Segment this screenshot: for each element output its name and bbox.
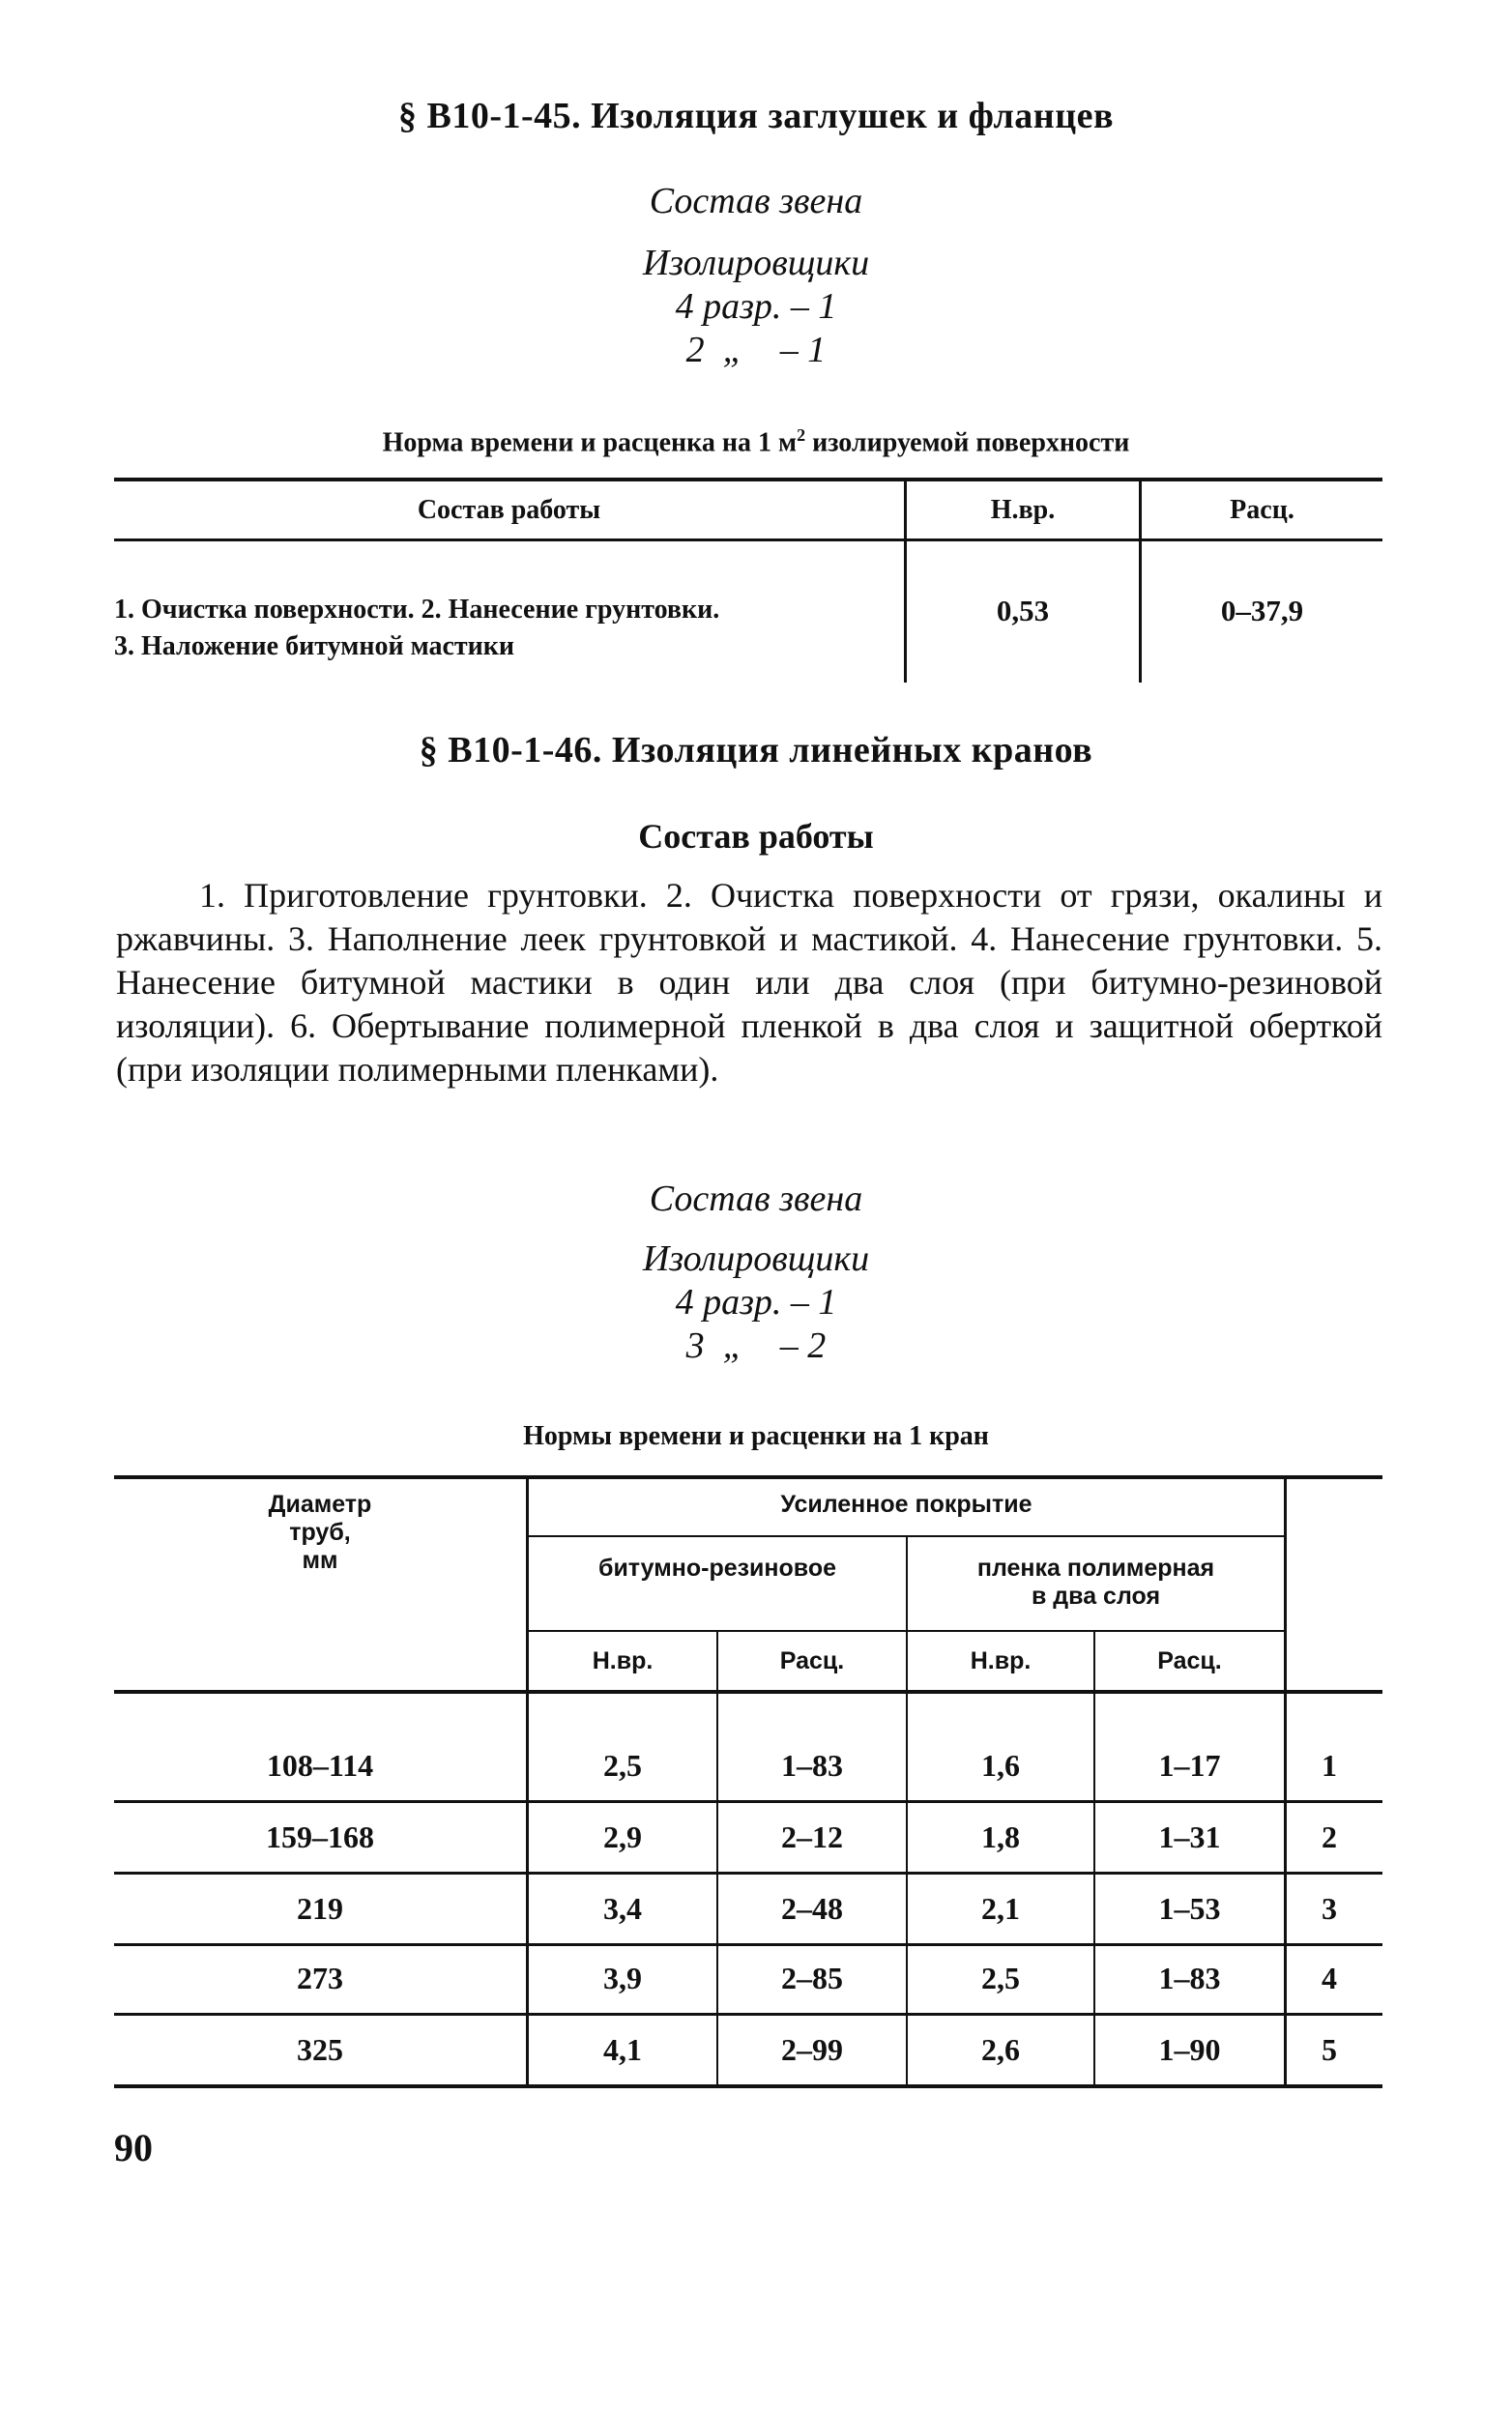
table-caption-1: Норма времени и расценка на 1 $м^2$ изолируемой поверхности — [382, 425, 1130, 458]
cell-time-film: 1,6 — [981, 1748, 1020, 1783]
header-bitumen-rubber: битумно-резиновое — [598, 1555, 836, 1582]
cell-diameter: 273 — [297, 1961, 343, 1995]
cell-time-bitumen: 3,9 — [603, 1961, 642, 1995]
header-work: Состав работы — [417, 495, 601, 525]
table-caption-2: Нормы времени и расценки на 1 кран — [523, 1421, 989, 1451]
header-price-2: Расц. — [1157, 1647, 1222, 1674]
crew-line: 2 „ – 1 — [685, 330, 827, 370]
work-description-paragraph: 1. Приготовление грунтовки. 2. Очистка поверхности от грязи, окалины и ржавчины. 3. Наполнение леек грунтовкой и мастикой. 4. Нанесение грунтовки. 5. Нанесение битумной мастики в один или два слоя (при битумно-резиновой изоляции). 6. Обертывание полимерной пленкой в два слоя и защитной оберткой (при изоляции полимерными пленками). — [116, 876, 1382, 1089]
work-description: 1. Очистка поверхности. 2. Нанесение грунтовки. 3. Наложение битумной мастики — [114, 595, 720, 661]
time-value: 0,53 — [996, 594, 1050, 627]
cell-time-bitumen: 2,5 — [603, 1748, 642, 1783]
section-title-b10-1-46: § В10-1-46. Изоляция линейных кранов — [419, 730, 1093, 771]
cell-diameter: 159–168 — [266, 1819, 374, 1854]
price-value: 0–37,9 — [1220, 594, 1304, 627]
crew-title: Состав звена — [649, 1178, 863, 1219]
header-time-2: Н.вр. — [970, 1647, 1032, 1674]
crew-role: Изолировщики — [642, 1238, 870, 1279]
cell-price-film: 1–17 — [1158, 1748, 1221, 1783]
cell-time-bitumen: 3,4 — [603, 1891, 642, 1926]
cell-price-film: 1–90 — [1158, 2032, 1221, 2067]
cell-price-bitumen: 2–12 — [781, 1819, 843, 1854]
header-diameter: Диаметр труб, мм — [268, 1491, 372, 1574]
header-time: Н.вр. — [990, 495, 1056, 525]
crew-line: 4 разр. – 1 — [675, 286, 837, 327]
cell-diameter: 108–114 — [266, 1748, 374, 1783]
header-price: Расц. — [1230, 495, 1294, 525]
cell-time-film: 1,8 — [981, 1819, 1020, 1854]
work-heading: Состав работы — [638, 817, 874, 856]
cell-price-bitumen: 2–48 — [781, 1891, 843, 1926]
cell-time-film: 2,5 — [981, 1961, 1020, 1995]
cell-price-bitumen: 2–99 — [781, 2032, 843, 2067]
page-number: 90 — [114, 2126, 153, 2169]
header-polymer-film: пленка полимерная в два слоя — [976, 1555, 1215, 1610]
cell-time-film: 2,1 — [981, 1891, 1020, 1926]
crew-list-2 — [0, 1237, 1512, 1368]
cell-time-film: 2,6 — [981, 2032, 1020, 2067]
cell-price-film: 1–31 — [1158, 1819, 1221, 1854]
crew-list-1 — [0, 242, 1512, 372]
section-title-b10-1-45: § В10-1-45. Изоляция заглушек и фланцев — [398, 96, 1114, 136]
header-time-1: Н.вр. — [592, 1647, 654, 1674]
cell-row-number: 1 — [1322, 1748, 1337, 1783]
cell-price-bitumen: 2–85 — [781, 1961, 843, 1995]
crew-line: 3 „ – 2 — [685, 1325, 827, 1366]
crew-title: Состав звена — [649, 181, 863, 221]
cell-row-number: 3 — [1322, 1891, 1337, 1926]
header-price-1: Расц. — [779, 1647, 845, 1674]
cell-price-film: 1–53 — [1158, 1891, 1221, 1926]
crew-role: Изолировщики — [642, 243, 870, 283]
cell-diameter: 325 — [297, 2032, 343, 2067]
cell-row-number: 4 — [1322, 1961, 1337, 1995]
cell-price-film: 1–83 — [1158, 1961, 1221, 1995]
crew-composition-2 — [0, 1178, 1512, 1221]
cell-time-bitumen: 4,1 — [603, 2032, 642, 2067]
cell-diameter: 219 — [297, 1891, 343, 1926]
cell-time-bitumen: 2,9 — [603, 1819, 642, 1854]
header-reinforced-coating: Усиленное покрытие — [780, 1491, 1032, 1518]
cell-row-number: 5 — [1322, 2032, 1337, 2067]
crew-composition-1 — [0, 180, 1512, 223]
crew-line: 4 разр. – 1 — [675, 1282, 837, 1323]
cell-row-number: 2 — [1322, 1819, 1337, 1854]
cell-price-bitumen: 1–83 — [781, 1748, 843, 1783]
